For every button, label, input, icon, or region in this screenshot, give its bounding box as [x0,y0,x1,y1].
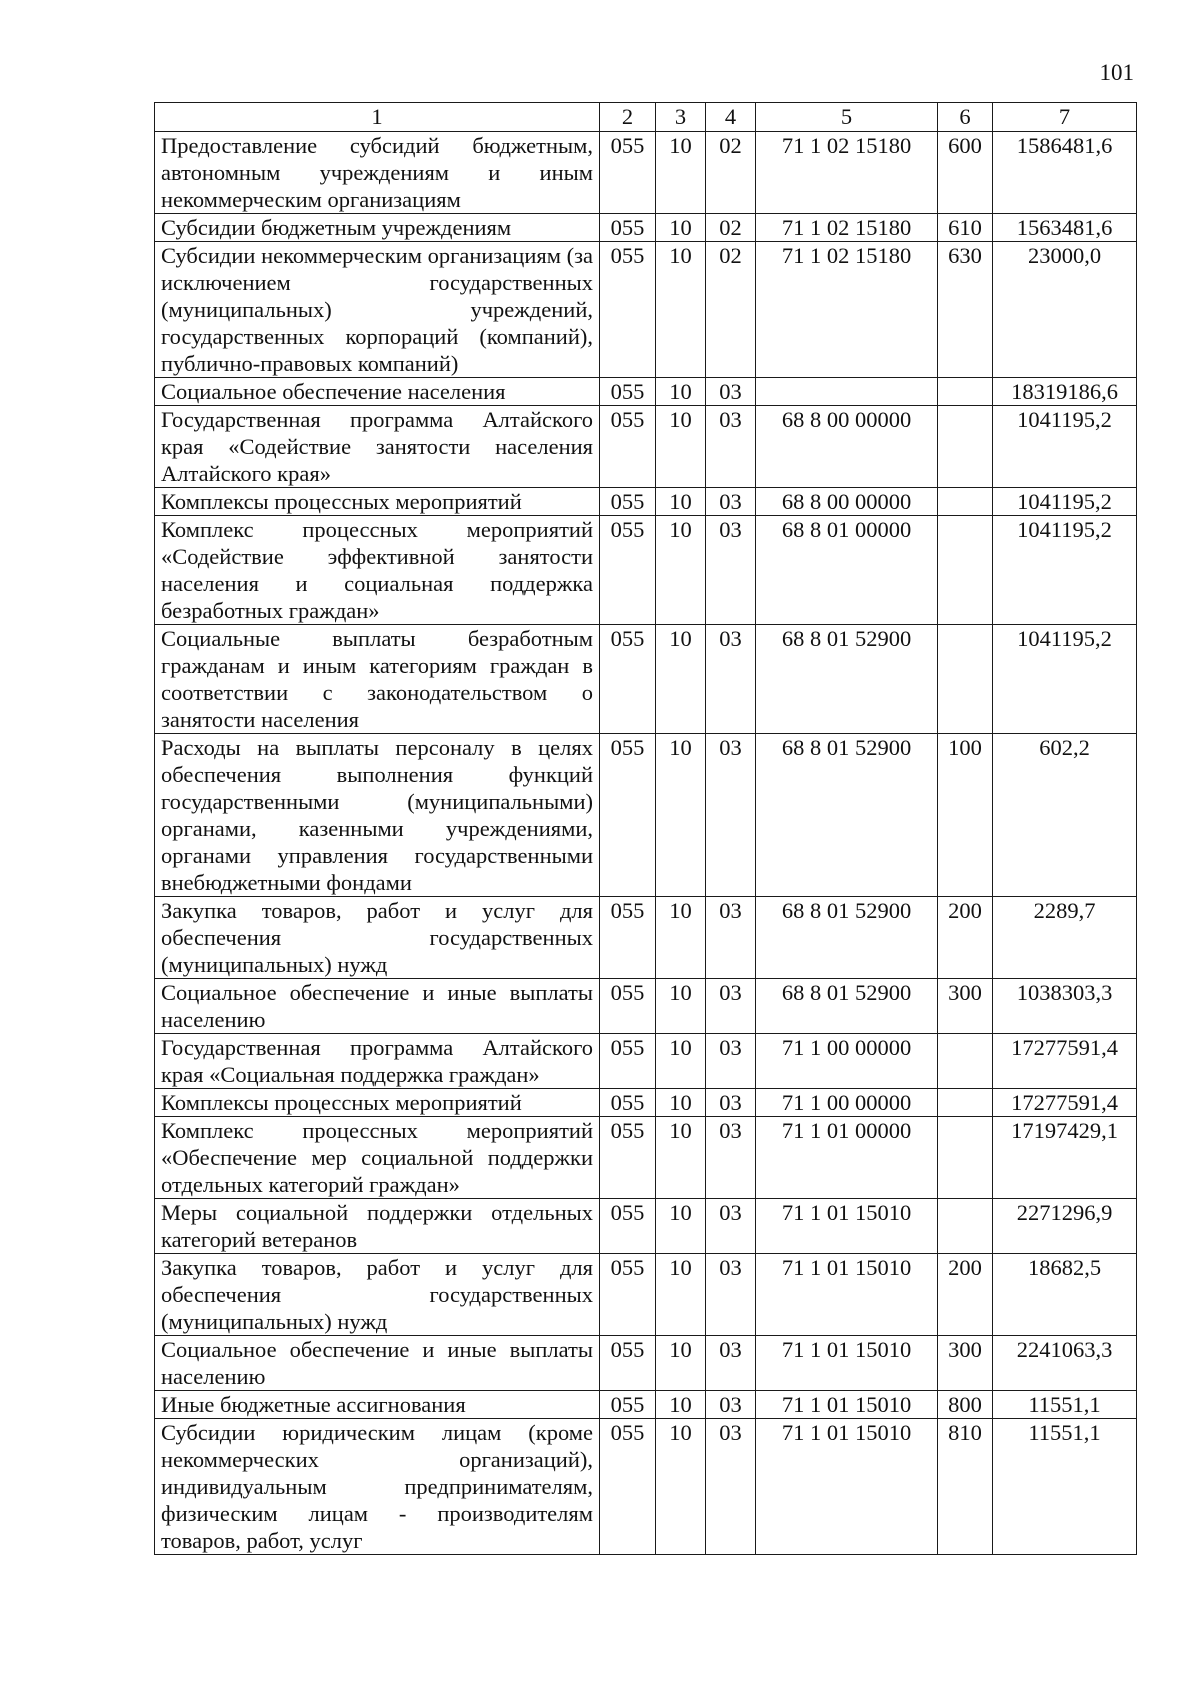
code-admin-cell: 055 [600,242,656,378]
subsection-cell: 03 [706,625,756,734]
page-number: 101 [1099,60,1134,85]
expense-type-cell: 200 [938,897,993,979]
header-col-6: 6 [938,103,993,132]
amount-cell: 17197429,1 [993,1117,1137,1199]
amount-cell: 18682,5 [993,1254,1137,1336]
subsection-cell: 03 [706,1117,756,1199]
header-col-7: 7 [993,103,1137,132]
table-row [155,488,1137,516]
target-article-cell: 71 1 01 15010 [756,1391,938,1419]
table-row [155,516,1137,625]
expense-type-cell: 300 [938,1336,993,1391]
subsection-cell: 03 [706,734,756,897]
table-row [155,406,1137,488]
row-name-cell: Государственная программа Алтайского края «Социальная поддержка граждан» [155,1034,600,1089]
section-cell: 10 [656,488,706,516]
target-article-cell: 71 1 02 15180 [756,214,938,242]
subsection-cell: 03 [706,1391,756,1419]
row-name-cell: Предоставление субсидий бюджетным, автономным учреждениям и иным некоммерческим организациям [155,132,600,214]
subsection-cell: 02 [706,132,756,214]
amount-cell: 11551,1 [993,1391,1137,1419]
section-cell: 10 [656,1089,706,1117]
table-row [155,214,1137,242]
expense-type-cell [938,1034,993,1089]
amount-cell: 2241063,3 [993,1336,1137,1391]
subsection-cell: 03 [706,1034,756,1089]
amount-cell: 2289,7 [993,897,1137,979]
amount-cell: 2271296,9 [993,1199,1137,1254]
header-col-3: 3 [656,103,706,132]
table-row [155,979,1137,1034]
section-cell: 10 [656,897,706,979]
header-col-2: 2 [600,103,656,132]
expense-type-cell: 810 [938,1419,993,1555]
expense-type-cell [938,1089,993,1117]
section-cell: 10 [656,1117,706,1199]
target-article-cell: 68 8 01 00000 [756,516,938,625]
code-admin-cell: 055 [600,734,656,897]
subsection-cell: 03 [706,516,756,625]
code-admin-cell: 055 [600,979,656,1034]
row-name-cell: Расходы на выплаты персоналу в целях обеспечения выполнения функций государственными (муниципальными) органами, казенными учреждениями, органами управления государственными внебюджетными фондами [155,734,600,897]
expense-type-cell: 800 [938,1391,993,1419]
table-row [155,734,1137,897]
expense-type-cell [938,488,993,516]
amount-cell: 17277591,4 [993,1034,1137,1089]
subsection-cell: 03 [706,1254,756,1336]
section-cell: 10 [656,378,706,406]
amount-cell: 1563481,6 [993,214,1137,242]
target-article-cell: 71 1 01 15010 [756,1254,938,1336]
target-article-cell: 71 1 01 15010 [756,1336,938,1391]
table-row [155,1254,1137,1336]
target-article-cell: 68 8 01 52900 [756,897,938,979]
table-row [155,1391,1137,1419]
target-article-cell: 71 1 02 15180 [756,132,938,214]
row-name-cell: Социальное обеспечение и иные выплаты населению [155,1336,600,1391]
expense-type-cell [938,625,993,734]
section-cell: 10 [656,1199,706,1254]
subsection-cell: 03 [706,488,756,516]
section-cell: 10 [656,1336,706,1391]
expense-type-cell: 100 [938,734,993,897]
code-admin-cell: 055 [600,1034,656,1089]
table-row [155,242,1137,378]
row-name-cell: Государственная программа Алтайского края «Содействие занятости населения Алтайского края» [155,406,600,488]
target-article-cell: 71 1 00 00000 [756,1089,938,1117]
subsection-cell: 02 [706,214,756,242]
code-admin-cell: 055 [600,1419,656,1555]
code-admin-cell: 055 [600,1199,656,1254]
expense-type-cell [938,378,993,406]
code-admin-cell: 055 [600,214,656,242]
row-name-cell: Социальные выплаты безработным гражданам и иным категориям граждан в соответствии с законодательством о занятости населения [155,625,600,734]
target-article-cell: 71 1 02 15180 [756,242,938,378]
amount-cell: 1041195,2 [993,406,1137,488]
table-row [155,897,1137,979]
table-row [155,1089,1137,1117]
row-name-cell: Комплексы процессных мероприятий [155,488,600,516]
row-name-cell: Субсидии юридическим лицам (кроме некоммерческих организаций), индивидуальным предпринимателям, физическим лицам - производителям товаров, работ, услуг [155,1419,600,1555]
section-cell: 10 [656,1419,706,1555]
section-cell: 10 [656,625,706,734]
budget-table [154,102,1137,1555]
target-article-cell: 71 1 01 15010 [756,1199,938,1254]
section-cell: 10 [656,1034,706,1089]
row-name-cell: Меры социальной поддержки отдельных категорий ветеранов [155,1199,600,1254]
section-cell: 10 [656,516,706,625]
amount-cell: 11551,1 [993,1419,1137,1555]
table-row [155,1419,1137,1555]
code-admin-cell: 055 [600,625,656,734]
row-name-cell: Иные бюджетные ассигнования [155,1391,600,1419]
code-admin-cell: 055 [600,378,656,406]
section-cell: 10 [656,734,706,897]
section-cell: 10 [656,979,706,1034]
expense-type-cell [938,406,993,488]
amount-cell: 1041195,2 [993,625,1137,734]
table-row [155,1199,1137,1254]
row-name-cell: Социальное обеспечение населения [155,378,600,406]
table-body [155,132,1137,1555]
section-cell: 10 [656,1391,706,1419]
expense-type-cell: 600 [938,132,993,214]
table-row [155,132,1137,214]
amount-cell: 1041195,2 [993,488,1137,516]
expense-type-cell [938,1199,993,1254]
amount-cell: 18319186,6 [993,378,1137,406]
amount-cell: 1038303,3 [993,979,1137,1034]
target-article-cell: 71 1 00 00000 [756,1034,938,1089]
code-admin-cell: 055 [600,406,656,488]
section-cell: 10 [656,1254,706,1336]
header-col-4: 4 [706,103,756,132]
section-cell: 10 [656,242,706,378]
target-article-cell: 68 8 01 52900 [756,625,938,734]
code-admin-cell: 055 [600,1117,656,1199]
table-row [155,1336,1137,1391]
header-row [155,103,1137,132]
target-article-cell: 71 1 01 00000 [756,1117,938,1199]
code-admin-cell: 055 [600,1391,656,1419]
row-name-cell: Комплекс процессных мероприятий «Обеспечение мер социальной поддержки отдельных категорий граждан» [155,1117,600,1199]
header-col-1: 1 [155,103,600,132]
code-admin-cell: 055 [600,1089,656,1117]
row-name-cell: Субсидии некоммерческим организациям (за исключением государственных (муниципальных) учреждений, государственных корпораций (компаний), публично-правовых компаний) [155,242,600,378]
amount-cell: 17277591,4 [993,1089,1137,1117]
code-admin-cell: 055 [600,897,656,979]
subsection-cell: 03 [706,406,756,488]
target-article-cell: 68 8 00 00000 [756,406,938,488]
code-admin-cell: 055 [600,132,656,214]
row-name-cell: Закупка товаров, работ и услуг для обеспечения государственных (муниципальных) нужд [155,897,600,979]
expense-type-cell [938,516,993,625]
header-col-5: 5 [756,103,938,132]
code-admin-cell: 055 [600,1254,656,1336]
section-cell: 10 [656,406,706,488]
target-article-cell: 71 1 01 15010 [756,1419,938,1555]
expense-type-cell: 300 [938,979,993,1034]
amount-cell: 1041195,2 [993,516,1137,625]
target-article-cell: 68 8 01 52900 [756,734,938,897]
row-name-cell: Социальное обеспечение и иные выплаты населению [155,979,600,1034]
row-name-cell: Закупка товаров, работ и услуг для обеспечения государственных (муниципальных) нужд [155,1254,600,1336]
table-row [155,378,1137,406]
target-article-cell: 68 8 00 00000 [756,488,938,516]
row-name-cell: Комплексы процессных мероприятий [155,1089,600,1117]
row-name-cell: Субсидии бюджетным учреждениям [155,214,600,242]
amount-cell: 602,2 [993,734,1137,897]
subsection-cell: 03 [706,378,756,406]
amount-cell: 23000,0 [993,242,1137,378]
table-row [155,1117,1137,1199]
table-row [155,1034,1137,1089]
subsection-cell: 02 [706,242,756,378]
row-name-cell: Комплекс процессных мероприятий «Содействие эффективной занятости населения и социальная поддержка безработных граждан» [155,516,600,625]
subsection-cell: 03 [706,897,756,979]
code-admin-cell: 055 [600,1336,656,1391]
subsection-cell: 03 [706,1419,756,1555]
subsection-cell: 03 [706,1199,756,1254]
expense-type-cell: 610 [938,214,993,242]
subsection-cell: 03 [706,1336,756,1391]
target-article-cell: 68 8 01 52900 [756,979,938,1034]
expense-type-cell: 630 [938,242,993,378]
table-row [155,625,1137,734]
expense-type-cell [938,1117,993,1199]
section-cell: 10 [656,214,706,242]
amount-cell: 1586481,6 [993,132,1137,214]
expense-type-cell: 200 [938,1254,993,1336]
section-cell: 10 [656,132,706,214]
subsection-cell: 03 [706,1089,756,1117]
table-header [155,103,1137,132]
target-article-cell [756,378,938,406]
code-admin-cell: 055 [600,516,656,625]
subsection-cell: 03 [706,979,756,1034]
code-admin-cell: 055 [600,488,656,516]
